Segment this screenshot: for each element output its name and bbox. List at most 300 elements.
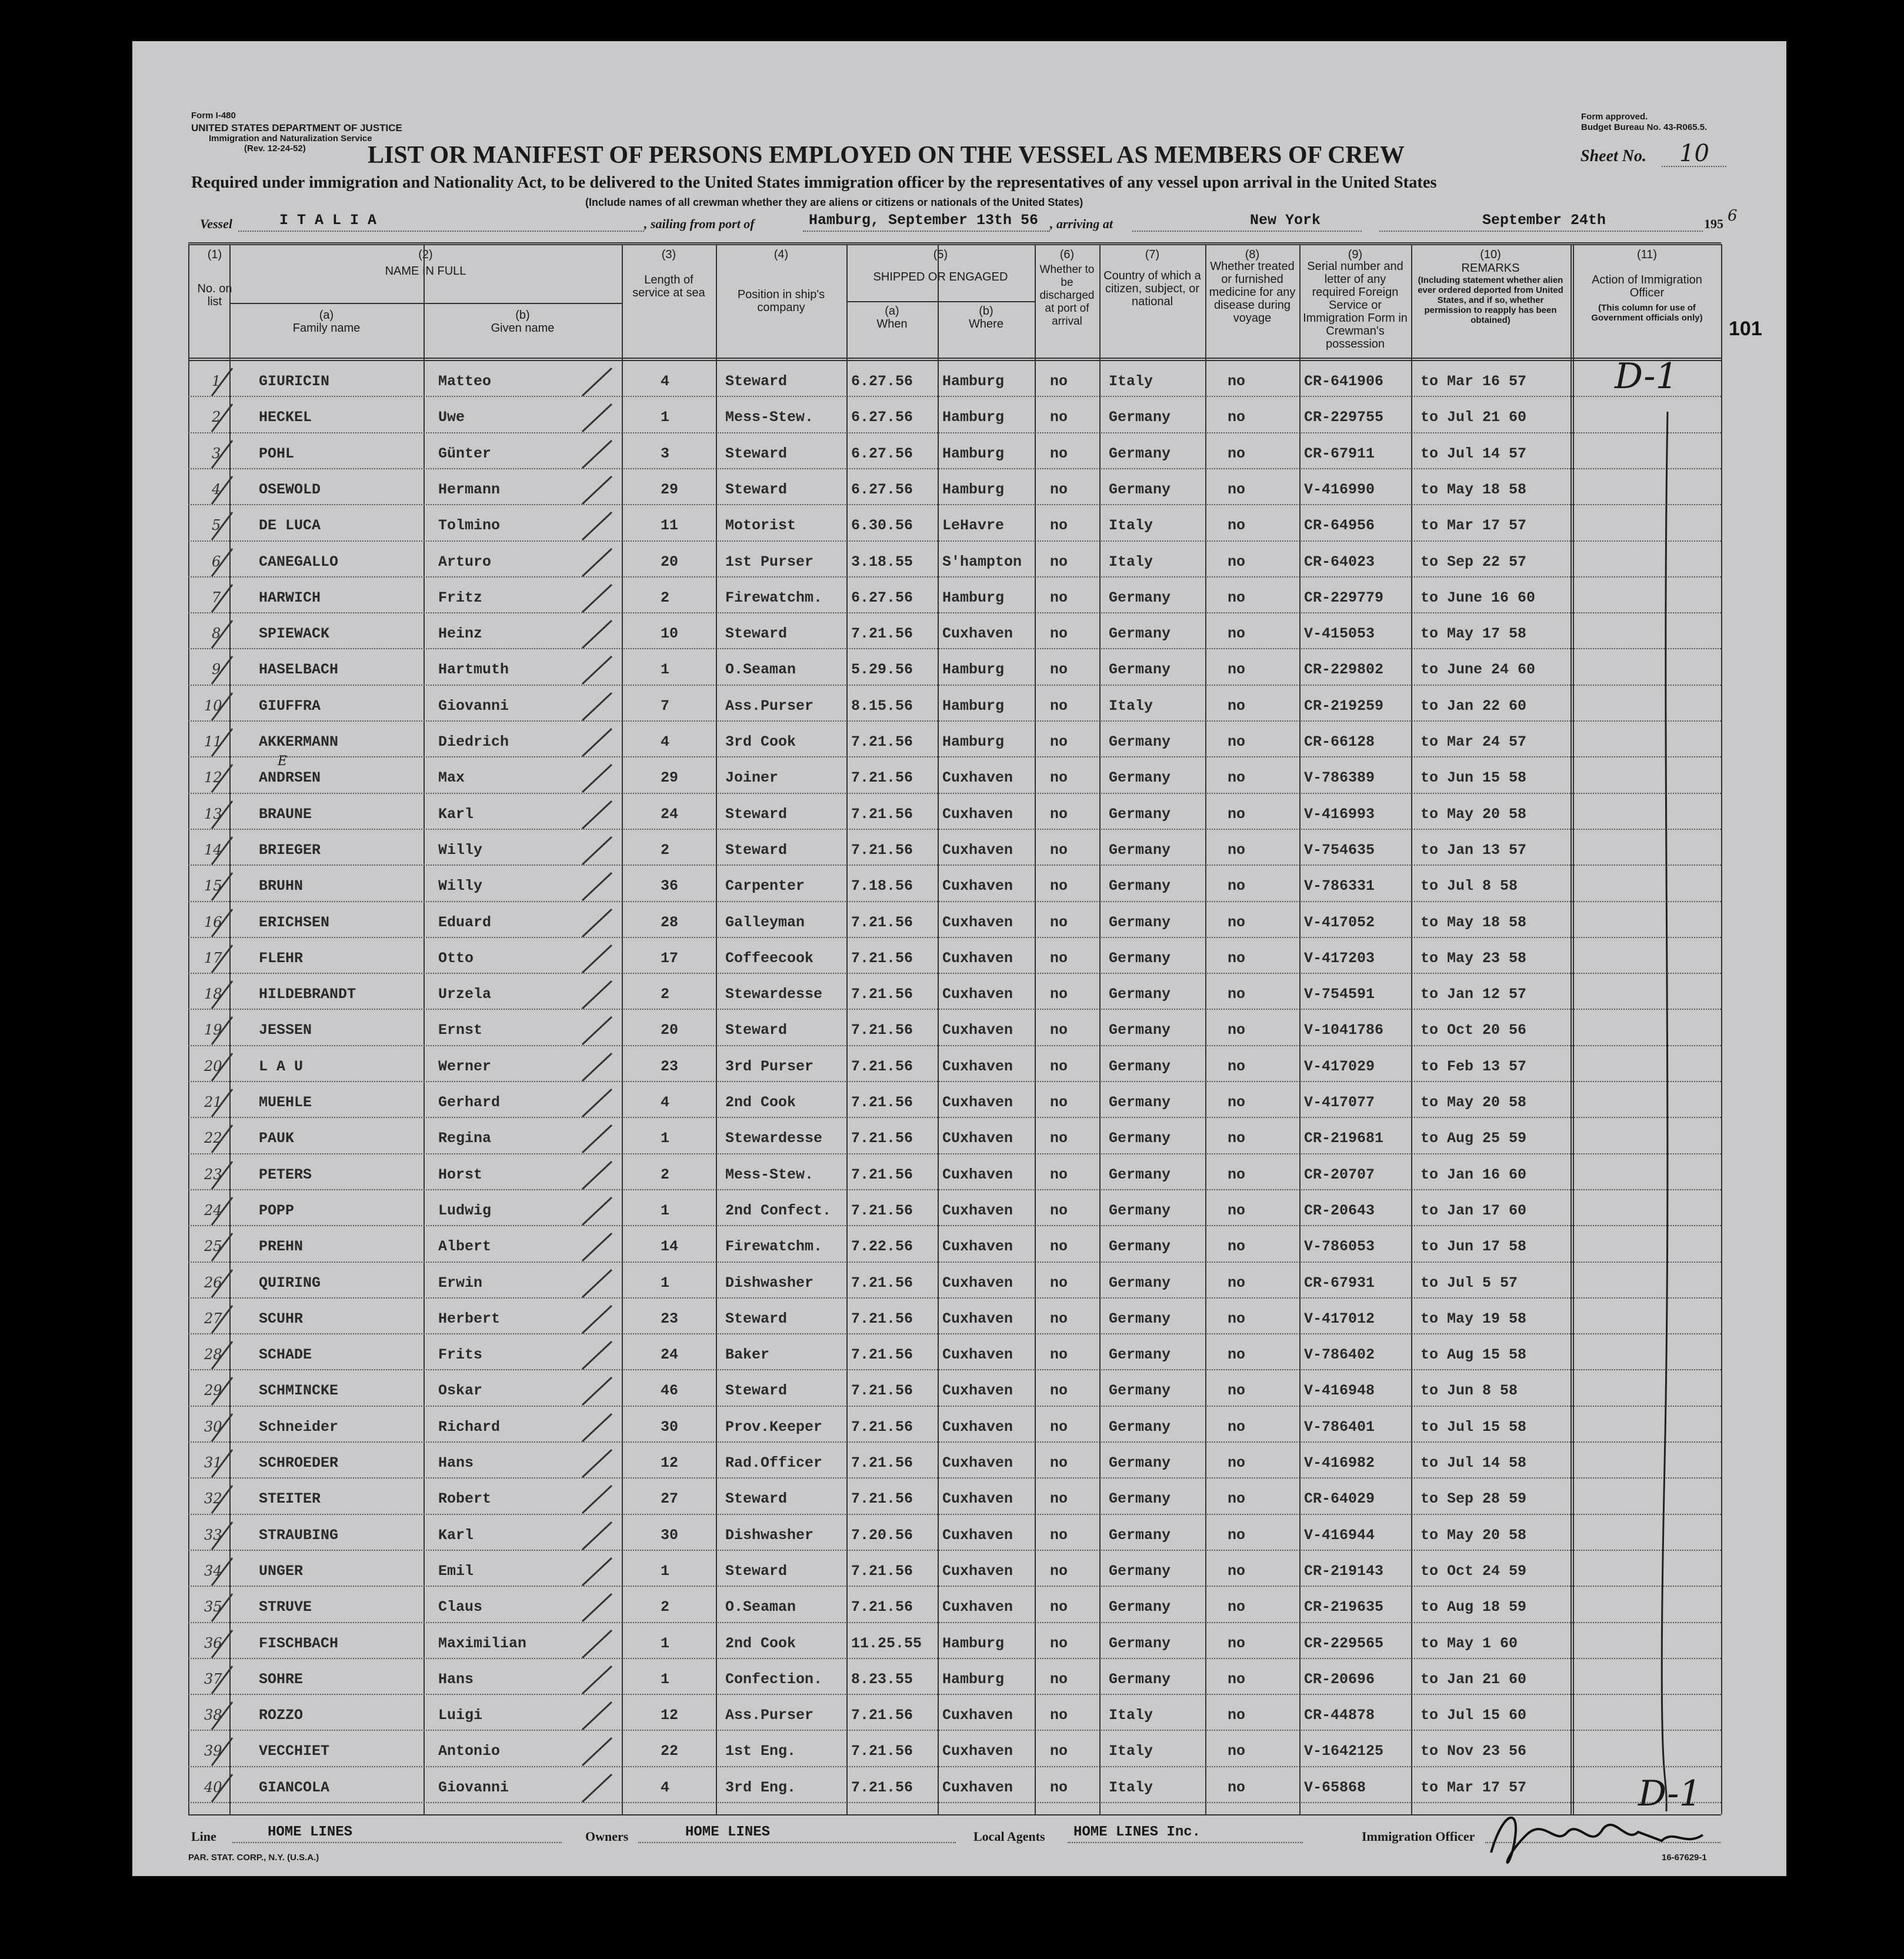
cell-position: Firewatchm. bbox=[725, 589, 823, 606]
check-mark bbox=[579, 688, 615, 723]
cell-given: Uwe bbox=[438, 409, 465, 426]
cell-discharged: no bbox=[1050, 1598, 1068, 1616]
cell-country: Germany bbox=[1109, 1490, 1171, 1508]
cell-country: Germany bbox=[1109, 1310, 1171, 1327]
row-number: 5 bbox=[212, 517, 221, 534]
tally-mark bbox=[206, 905, 241, 940]
row-number: 21 bbox=[204, 1094, 222, 1110]
cell-when: 7.20.56 bbox=[851, 1526, 913, 1544]
service-name: Immigration and Naturalization Service bbox=[209, 134, 372, 143]
cell-family: L A U bbox=[259, 1057, 304, 1075]
arriving-port: New York bbox=[1250, 212, 1321, 229]
row-rule bbox=[188, 1694, 1721, 1695]
cell-given: Matteo bbox=[438, 373, 492, 390]
row-rule bbox=[188, 829, 1721, 830]
tally-mark bbox=[206, 796, 241, 832]
cell-given: Frits bbox=[438, 1346, 483, 1364]
cell-given: Eduard bbox=[438, 913, 492, 931]
cell-country: Germany bbox=[1109, 1562, 1171, 1580]
cell-medicine: no bbox=[1228, 1130, 1246, 1147]
row-rule bbox=[188, 1189, 1721, 1190]
cell-where: Cuxhaven bbox=[942, 1310, 1013, 1327]
cell-position: 2nd Cook bbox=[725, 1094, 796, 1111]
cell-serial: V-417052 bbox=[1304, 913, 1375, 931]
cell-when: 7.21.56 bbox=[851, 769, 913, 787]
row-number: 22 bbox=[204, 1130, 222, 1147]
cell-medicine: no bbox=[1228, 1454, 1246, 1471]
cell-remarks: to Jan 17 60 bbox=[1421, 1202, 1527, 1219]
cell-when: 7.22.56 bbox=[851, 1238, 913, 1256]
row-number: 40 bbox=[204, 1778, 222, 1796]
cell-medicine: no bbox=[1228, 1094, 1246, 1111]
cell-when: 3.18.55 bbox=[851, 553, 913, 570]
grid-column-rule bbox=[188, 244, 189, 1814]
cell-discharged: no bbox=[1050, 1418, 1068, 1436]
cell-family: SCUHR bbox=[259, 1310, 304, 1327]
cell-discharged: no bbox=[1050, 1094, 1068, 1111]
row-rule bbox=[188, 1045, 1721, 1046]
cell-service: 4 bbox=[661, 1094, 670, 1111]
cell-medicine: no bbox=[1228, 1310, 1246, 1327]
cell-when: 5.29.56 bbox=[851, 661, 913, 679]
cell-discharged: no bbox=[1050, 949, 1068, 967]
cell-given: Günter bbox=[438, 445, 492, 462]
cell-remarks: to Jul 15 60 bbox=[1421, 1707, 1527, 1724]
cell-serial: V-415053 bbox=[1304, 625, 1375, 643]
cell-discharged: no bbox=[1050, 1490, 1068, 1508]
budget-bureau: Budget Bureau No. 43-R065.5. bbox=[1581, 122, 1708, 132]
row-number: 10 bbox=[204, 697, 222, 714]
check-mark bbox=[579, 1120, 615, 1156]
cell-country: Italy bbox=[1109, 553, 1153, 570]
cell-given: Regina bbox=[438, 1130, 492, 1147]
row-rule bbox=[188, 1730, 1721, 1731]
cell-given: Fritz bbox=[438, 589, 483, 606]
cell-where: Cuxhaven bbox=[942, 1346, 1013, 1364]
cell-service: 23 bbox=[661, 1310, 679, 1327]
cell-medicine: no bbox=[1228, 697, 1246, 715]
cell-where: Cuxhaven bbox=[942, 1094, 1013, 1111]
cell-serial: CR-641906 bbox=[1304, 373, 1384, 390]
check-mark bbox=[579, 1012, 615, 1047]
cell-service: 2 bbox=[661, 1598, 670, 1616]
cell-given: Ludwig bbox=[438, 1202, 492, 1219]
check-mark bbox=[579, 1229, 615, 1264]
cell-country: Germany bbox=[1109, 589, 1171, 606]
row-rule bbox=[188, 1622, 1721, 1623]
year-prefix: 195 bbox=[1704, 216, 1723, 231]
cell-medicine: no bbox=[1228, 1743, 1246, 1760]
cell-country: Germany bbox=[1109, 841, 1171, 859]
row-number: 24 bbox=[204, 1202, 222, 1219]
tally-mark bbox=[206, 1445, 241, 1480]
cell-given: Albert bbox=[438, 1238, 492, 1256]
cell-service: 1 bbox=[661, 1274, 670, 1291]
cell-serial: V-786331 bbox=[1304, 877, 1375, 895]
cell-discharged: no bbox=[1050, 625, 1068, 643]
cell-position: Steward bbox=[725, 1382, 788, 1400]
cell-remarks: to Jul 21 60 bbox=[1421, 409, 1527, 426]
cell-serial: V-786401 bbox=[1304, 1418, 1375, 1436]
cell-serial: CR-67911 bbox=[1304, 445, 1375, 462]
cell-country: Germany bbox=[1109, 625, 1171, 643]
cell-where: Cuxhaven bbox=[942, 1743, 1013, 1760]
cell-family: FISCHBACH bbox=[259, 1634, 339, 1652]
tally-mark bbox=[206, 1157, 241, 1192]
cell-country: Italy bbox=[1109, 1743, 1153, 1760]
cell-medicine: no bbox=[1228, 1346, 1246, 1364]
cell-medicine: no bbox=[1228, 1778, 1246, 1796]
cell-country: Germany bbox=[1109, 913, 1171, 931]
grid-column-rule bbox=[1721, 244, 1722, 1814]
row-number: 16 bbox=[204, 913, 222, 930]
cell-serial: V-786053 bbox=[1304, 1238, 1375, 1256]
cell-discharged: no bbox=[1050, 1382, 1068, 1400]
cell-medicine: no bbox=[1228, 1634, 1246, 1652]
check-mark bbox=[579, 796, 615, 832]
tally-mark bbox=[206, 508, 241, 543]
cell-position: Dishwasher bbox=[725, 1526, 814, 1544]
cell-remarks: to Jul 5 57 bbox=[1421, 1274, 1518, 1291]
footer-officer-label: Immigration Officer bbox=[1362, 1829, 1475, 1844]
cell-given: Willy bbox=[438, 877, 483, 895]
col10-header: REMARKS bbox=[1461, 262, 1520, 275]
cell-discharged: no bbox=[1050, 986, 1068, 1003]
cell-when: 7.21.56 bbox=[851, 1166, 913, 1183]
cell-family: GIUFFRA bbox=[259, 697, 321, 715]
officer-bracket-line bbox=[1650, 406, 1685, 1817]
check-mark bbox=[579, 508, 615, 543]
grid-column-rule bbox=[846, 244, 848, 1814]
cell-given: Werner bbox=[438, 1057, 492, 1075]
cell-given: Willy bbox=[438, 841, 483, 859]
row-number: 29 bbox=[204, 1382, 222, 1399]
row-rule bbox=[188, 1550, 1721, 1551]
row-rule bbox=[188, 1586, 1721, 1587]
row-rule bbox=[188, 396, 1721, 397]
cell-where: CUxhaven bbox=[942, 1130, 1013, 1147]
cell-remarks: to May 20 58 bbox=[1421, 805, 1527, 823]
cell-position: Mess-Stew. bbox=[725, 1166, 814, 1183]
row-number: 35 bbox=[204, 1598, 222, 1616]
cell-given: Heinz bbox=[438, 625, 483, 643]
row-number: 11 bbox=[204, 733, 222, 750]
check-mark bbox=[579, 832, 615, 867]
cell-position: Stewardesse bbox=[725, 1130, 823, 1147]
row-rule bbox=[188, 540, 1721, 542]
cell-where: Hamburg bbox=[942, 480, 1005, 498]
cell-position: Steward bbox=[725, 1490, 788, 1508]
col5b-label: (b) bbox=[979, 305, 993, 318]
check-mark bbox=[579, 724, 615, 759]
footer-line-label: Line bbox=[191, 1829, 216, 1844]
cell-medicine: no bbox=[1228, 625, 1246, 643]
tally-mark bbox=[206, 1589, 241, 1624]
row-rule bbox=[188, 1369, 1721, 1370]
cell-family: OSEWOLD bbox=[259, 480, 321, 498]
row-number: 39 bbox=[204, 1743, 222, 1760]
cell-serial: CR-20707 bbox=[1304, 1166, 1375, 1183]
cell-serial: CR-229802 bbox=[1304, 661, 1384, 679]
vessel-line bbox=[238, 231, 644, 232]
cell-country: Germany bbox=[1109, 1670, 1171, 1688]
cell-service: 22 bbox=[661, 1743, 679, 1760]
cell-where: Cuxhaven bbox=[942, 1418, 1013, 1436]
check-mark bbox=[579, 1517, 615, 1553]
cell-given: Gerhard bbox=[438, 1094, 501, 1111]
cell-medicine: no bbox=[1228, 877, 1246, 895]
cell-service: 36 bbox=[661, 877, 679, 895]
row-rule bbox=[188, 432, 1721, 433]
cell-serial: V-417203 bbox=[1304, 949, 1375, 967]
cell-when: 6.27.56 bbox=[851, 480, 913, 498]
form-approved: Form approved. bbox=[1581, 112, 1648, 122]
check-mark bbox=[579, 1337, 615, 1372]
cell-remarks: to Mar 17 57 bbox=[1421, 1778, 1527, 1796]
cell-given: Max bbox=[438, 769, 465, 787]
cell-discharged: no bbox=[1050, 1022, 1068, 1039]
cell-serial: V-416990 bbox=[1304, 480, 1375, 498]
cell-serial: V-1041786 bbox=[1304, 1022, 1384, 1039]
tally-mark bbox=[206, 1084, 241, 1120]
check-mark bbox=[579, 1193, 615, 1228]
cell-discharged: no bbox=[1050, 1346, 1068, 1364]
tally-mark bbox=[206, 652, 241, 687]
cell-service: 24 bbox=[661, 805, 679, 823]
col9-num: (9) bbox=[1348, 248, 1363, 261]
row-number: 4 bbox=[212, 480, 221, 498]
page-title: LIST OR MANIFEST OF PERSONS EMPLOYED ON THE VESSEL AS MEMBERS OF CREW bbox=[368, 142, 1405, 169]
cell-medicine: no bbox=[1228, 661, 1246, 679]
cell-where: Cuxhaven bbox=[942, 805, 1013, 823]
cell-when: 7.21.56 bbox=[851, 1094, 913, 1111]
cell-service: 4 bbox=[661, 373, 670, 390]
cell-discharged: no bbox=[1050, 1526, 1068, 1544]
cell-where: Cuxhaven bbox=[942, 1166, 1013, 1183]
cell-where: Cuxhaven bbox=[942, 841, 1013, 859]
vessel-name: I T A L I A bbox=[279, 212, 377, 229]
cell-discharged: no bbox=[1050, 913, 1068, 931]
cell-where: Cuxhaven bbox=[942, 1274, 1013, 1291]
cell-remarks: to Sep 28 59 bbox=[1421, 1490, 1527, 1508]
cell-given: Giovanni bbox=[438, 1778, 509, 1796]
cell-family: STEITER bbox=[259, 1490, 321, 1508]
cell-given: Oskar bbox=[438, 1382, 483, 1400]
cell-where: Cuxhaven bbox=[942, 1598, 1013, 1616]
cell-remarks: to June 16 60 bbox=[1421, 589, 1536, 606]
cell-when: 7.18.56 bbox=[851, 877, 913, 895]
cell-given: Ernst bbox=[438, 1022, 483, 1039]
col5-num: (5) bbox=[933, 248, 948, 261]
tally-mark bbox=[206, 1770, 241, 1805]
check-mark bbox=[579, 1626, 615, 1661]
cell-when: 7.21.56 bbox=[851, 1778, 913, 1796]
date-line bbox=[1379, 231, 1703, 232]
cell-when: 7.21.56 bbox=[851, 805, 913, 823]
cell-serial: V-416982 bbox=[1304, 1454, 1375, 1471]
footer-line-value: HOME LINES bbox=[268, 1824, 353, 1840]
cell-where: Cuxhaven bbox=[942, 1490, 1013, 1508]
cell-medicine: no bbox=[1228, 1382, 1246, 1400]
cell-country: Germany bbox=[1109, 1238, 1171, 1256]
cell-given: Emil bbox=[438, 1562, 474, 1580]
cell-discharged: no bbox=[1050, 1454, 1068, 1471]
row-rule bbox=[188, 1477, 1721, 1479]
cell-service: 2 bbox=[661, 589, 670, 606]
cell-where: Hamburg bbox=[942, 661, 1005, 679]
cell-country: Germany bbox=[1109, 1634, 1171, 1652]
cell-remarks: to Jul 15 58 bbox=[1421, 1418, 1527, 1436]
tally-mark bbox=[206, 1120, 241, 1156]
cell-position: Steward bbox=[725, 841, 788, 859]
cell-medicine: no bbox=[1228, 1274, 1246, 1291]
arriving-label: , arriving at bbox=[1050, 216, 1113, 231]
col2b-label: (b) bbox=[515, 309, 530, 322]
cell-family: POHL bbox=[259, 445, 295, 462]
cell-given: Richard bbox=[438, 1418, 501, 1436]
cell-remarks: to Jul 8 58 bbox=[1421, 877, 1518, 895]
cell-position: Steward bbox=[725, 480, 788, 498]
row-number: 26 bbox=[204, 1274, 222, 1291]
cell-position: Motorist bbox=[725, 517, 796, 535]
cell-country: Italy bbox=[1109, 517, 1153, 535]
row-number: 17 bbox=[204, 949, 222, 966]
row-number: 27 bbox=[204, 1310, 222, 1327]
cell-remarks: to May 20 58 bbox=[1421, 1094, 1527, 1111]
cell-service: 20 bbox=[661, 553, 679, 570]
cell-discharged: no bbox=[1050, 1743, 1068, 1760]
col2a-header: Family name bbox=[292, 322, 361, 335]
cell-service: 46 bbox=[661, 1382, 679, 1400]
cell-where: Hamburg bbox=[942, 445, 1005, 462]
cell-country: Germany bbox=[1109, 949, 1171, 967]
cell-country: Germany bbox=[1109, 409, 1171, 426]
cell-service: 4 bbox=[661, 1778, 670, 1796]
check-mark bbox=[579, 1409, 615, 1444]
cell-remarks: to Mar 24 57 bbox=[1421, 733, 1527, 750]
col11-num: (11) bbox=[1636, 248, 1658, 261]
cell-family: JESSEN bbox=[259, 1022, 312, 1039]
cell-serial: CR-20643 bbox=[1304, 1202, 1375, 1219]
tally-mark bbox=[206, 1661, 241, 1697]
cell-discharged: no bbox=[1050, 553, 1068, 570]
col1-header: No. on list bbox=[197, 282, 232, 308]
row-rule bbox=[188, 1081, 1721, 1082]
footer-owners-label: Owners bbox=[585, 1829, 629, 1844]
cell-serial: CR-64956 bbox=[1304, 517, 1375, 535]
cell-discharged: no bbox=[1050, 373, 1068, 390]
cell-position: Baker bbox=[725, 1346, 770, 1364]
cell-discharged: no bbox=[1050, 1778, 1068, 1796]
cell-position: O.Seaman bbox=[725, 661, 796, 679]
cell-service: 17 bbox=[661, 949, 679, 967]
arrival-date: September 24th bbox=[1482, 212, 1606, 229]
tally-mark bbox=[206, 399, 241, 435]
tally-mark bbox=[206, 1517, 241, 1553]
cell-discharged: no bbox=[1050, 661, 1068, 679]
cell-family: BRUHN bbox=[259, 877, 304, 895]
cell-family: HECKEL bbox=[259, 409, 312, 426]
cell-serial: V-416944 bbox=[1304, 1526, 1375, 1544]
cell-remarks: to May 19 58 bbox=[1421, 1310, 1527, 1327]
cell-position: O.Seaman bbox=[725, 1598, 796, 1616]
row-rule bbox=[188, 504, 1721, 505]
check-mark bbox=[579, 760, 615, 795]
cell-country: Germany bbox=[1109, 1166, 1171, 1183]
row-number: 18 bbox=[204, 986, 222, 1003]
cell-service: 1 bbox=[661, 1130, 670, 1147]
col11-note: (This column for use of Government officials only) bbox=[1591, 303, 1703, 323]
cell-position: 1st Eng. bbox=[725, 1743, 796, 1760]
sheet-label: Sheet No. bbox=[1580, 147, 1646, 165]
cell-family: CANEGALLO bbox=[259, 553, 339, 570]
subtitle: Required under immigration and Nationality Act, to be delivered to the United States immigration officer by the representatives of any vessel upon arrival in the United States bbox=[191, 173, 1437, 192]
grid-column-rule bbox=[1205, 244, 1206, 1814]
cell-position: Galleyman bbox=[725, 913, 805, 931]
cell-family: SCHMINCKE bbox=[259, 1382, 339, 1400]
cell-medicine: no bbox=[1228, 1526, 1246, 1544]
cell-medicine: no bbox=[1228, 445, 1246, 462]
cell-when: 7.21.56 bbox=[851, 1382, 913, 1400]
col7-num: (7) bbox=[1145, 248, 1160, 261]
grid-column-rule bbox=[1411, 244, 1412, 1814]
check-mark bbox=[579, 1733, 615, 1768]
check-mark bbox=[579, 363, 615, 399]
cell-given: Karl bbox=[438, 1526, 474, 1544]
cell-when: 7.21.56 bbox=[851, 1130, 913, 1147]
grid-column-rule bbox=[622, 244, 623, 1814]
cell-country: Italy bbox=[1109, 697, 1153, 715]
cell-country: Germany bbox=[1109, 1598, 1171, 1616]
cell-when: 11.25.55 bbox=[851, 1634, 922, 1652]
sailing-label: , sailing from port of bbox=[644, 216, 755, 231]
row-rule bbox=[188, 576, 1721, 578]
row-number: 19 bbox=[204, 1022, 222, 1039]
tally-mark bbox=[206, 1012, 241, 1047]
cell-family: ROZZO bbox=[259, 1707, 304, 1724]
row-rule bbox=[188, 720, 1721, 722]
footer-line-underline bbox=[232, 1842, 562, 1843]
cell-serial: CR-229779 bbox=[1304, 589, 1384, 606]
check-mark bbox=[579, 544, 615, 579]
cell-medicine: no bbox=[1228, 373, 1246, 390]
cell-medicine: no bbox=[1228, 1202, 1246, 1219]
cell-medicine: no bbox=[1228, 841, 1246, 859]
col9-header: Serial number and letter of any required Foreign Service or Immigration Form in Crewman's possession bbox=[1303, 260, 1408, 351]
cell-position: Coffeecook bbox=[725, 949, 814, 967]
check-mark bbox=[579, 1049, 615, 1084]
cell-position: 2nd Confect. bbox=[725, 1202, 832, 1219]
row-number: 7 bbox=[212, 589, 221, 606]
tally-mark bbox=[206, 1697, 241, 1733]
cell-serial: CR-229755 bbox=[1304, 409, 1384, 426]
cell-given: Maximilian bbox=[438, 1634, 527, 1652]
form-code: 16-67629-1 bbox=[1662, 1853, 1707, 1863]
cell-when: 7.21.56 bbox=[851, 1707, 913, 1724]
cell-discharged: no bbox=[1050, 445, 1068, 462]
cell-family: BRAUNE bbox=[259, 805, 312, 823]
cell-country: Germany bbox=[1109, 1346, 1171, 1364]
cell-discharged: no bbox=[1050, 1707, 1068, 1724]
cell-remarks: to Mar 17 57 bbox=[1421, 517, 1527, 535]
tally-mark bbox=[206, 616, 241, 651]
cell-given: Hans bbox=[438, 1670, 474, 1688]
cell-family: ANDRSEN bbox=[259, 769, 321, 787]
row-number: 8 bbox=[212, 625, 221, 642]
cell-service: 2 bbox=[661, 986, 670, 1003]
cell-remarks: to May 1 60 bbox=[1421, 1634, 1518, 1652]
cell-remarks: to Jan 21 60 bbox=[1421, 1670, 1527, 1688]
